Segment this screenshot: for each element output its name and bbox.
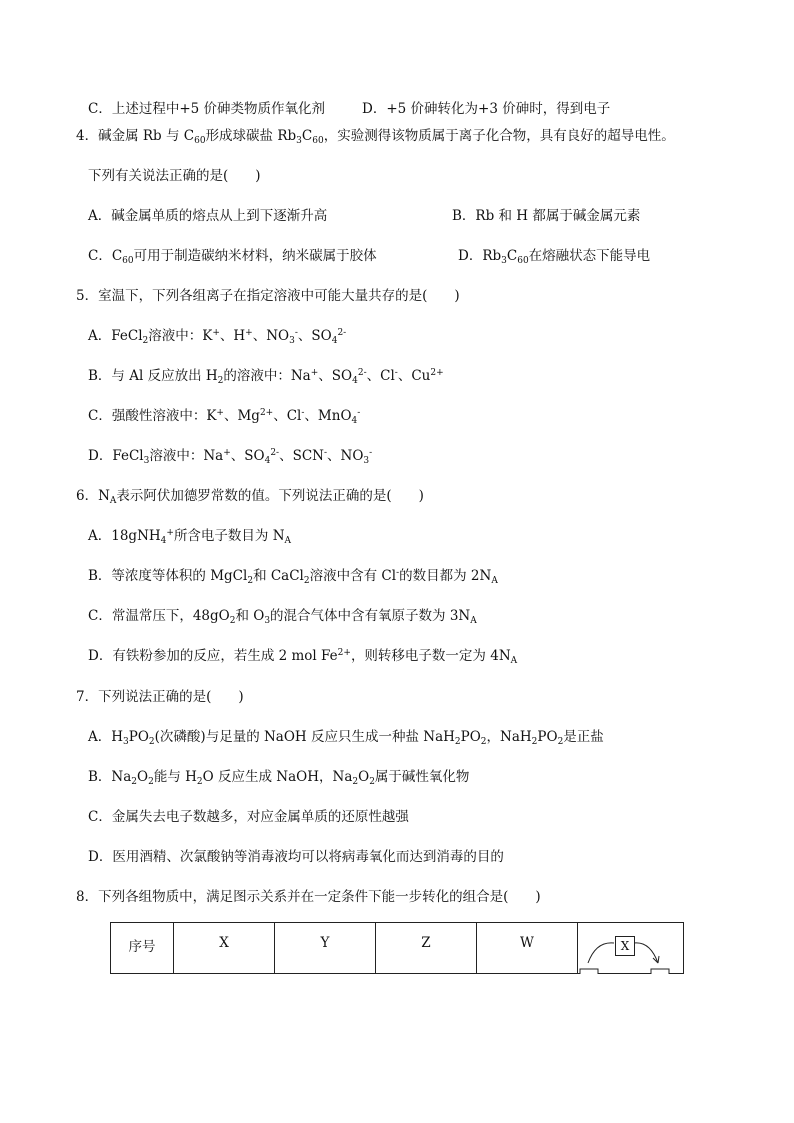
- q6-stem: 6．$N_A$表示阿伏加德罗常数的值。下列说法正确的是( ): [76, 488, 424, 506]
- q5-option-d: D．FeCl$_3$溶液中：Na+、$SO_4^{2-}$、SCN-、$NO_3^-$: [88, 448, 373, 466]
- q5-stem: 5．室温下，下列各组离子在指定溶液中可能大量共存的是( ): [76, 288, 460, 304]
- q4-option-d: D．$Rb_3C_{60}$在熔融状态下能导电: [458, 248, 651, 266]
- q7-option-c: C．金属失去电子数越多，对应金属单质的还原性越强: [88, 809, 409, 825]
- q4-option-a: A．碱金属单质的熔点从上到下逐渐升高: [88, 208, 328, 224]
- q5-option-c: C．强酸性溶液中：K+、$Mg^{2+}$、Cl-、MnO$_4$-: [88, 408, 361, 426]
- q4-option-c: C．$C_{60}$可用于制造碳纳米材料，纳米碳属于胶体: [88, 248, 377, 266]
- q4-stem: 4．碱金属 Rb 与 $C_{60}$形成球碳盐 $Rb_3C_{60}$，实验测得该物质属于离子化合物，具有良好的超导电性。: [76, 128, 675, 146]
- table-header-y: Y: [275, 923, 376, 974]
- box-w-partial: [651, 969, 669, 974]
- box-y-partial: [580, 969, 598, 974]
- q6-option-c: C．常温常压下，$48gO_2$和 $O_3$的混合气体中含有氧原子数为 $3N_A$: [88, 608, 477, 626]
- q4-option-b: B．Rb 和 H 都属于碱金属元素: [452, 208, 641, 224]
- q5-option-a: A．FeCl$_2$溶液中：K+、H+、$NO_3^-$、$SO_4^{2-}$: [88, 328, 347, 346]
- table-header-x: X: [174, 923, 275, 974]
- arrow-curve-left: [588, 943, 614, 963]
- table-header-w: W: [477, 923, 578, 974]
- q3-option-c: C．上述过程中+5 价砷类物质作氧化剂: [88, 101, 326, 117]
- q8-stem: 8．下列各组物质中，满足图示关系并在一定条件下能一步转化的组合是( ): [76, 889, 541, 905]
- table-header-index: 序号: [111, 923, 174, 974]
- q6-option-d: D．有铁粉参加的反应，若生成 2 mol $Fe^{2+}$，则转移电子数一定为 $4N_A$: [88, 648, 518, 666]
- diagram-box-x: X: [615, 936, 635, 956]
- q6-option-a: A．18gNH$_4$+所含电子数目为 $N_A$: [88, 528, 292, 546]
- q7-stem: 7．下列说法正确的是( ): [76, 689, 244, 705]
- q6-option-b: B．等浓度等体积的 MgCl$_2$和 CaCl$_2$溶液中含有 Cl-的数目都为 $2N_A$: [88, 568, 498, 586]
- q4-prompt: 下列有关说法正确的是( ): [88, 168, 261, 184]
- q5-option-b: B．与 Al 反应放出 $H_2$的溶液中：Na+、$SO_4^{2-}$、Cl-、$Cu^{2+}$: [88, 368, 444, 386]
- q3-option-d: D．+5 价砷转化为+3 价砷时，得到电子: [362, 101, 611, 117]
- table-header-z: Z: [376, 923, 477, 974]
- q7-option-b: B．$Na_2O_2$能与 $H_2O$ 反应生成 NaOH，$Na_2O_2$属于碱性氧化物: [88, 769, 470, 787]
- q7-option-d: D．医用酒精、次氯酸钠等消毒液均可以将病毒氧化而达到消毒的目的: [88, 849, 504, 865]
- q7-option-a: A．$H_3PO_2$(次磷酸)与足量的 NaOH 反应只生成一种盐 $NaH_2PO_2$，$NaH_2PO_2$是正盐: [88, 729, 604, 747]
